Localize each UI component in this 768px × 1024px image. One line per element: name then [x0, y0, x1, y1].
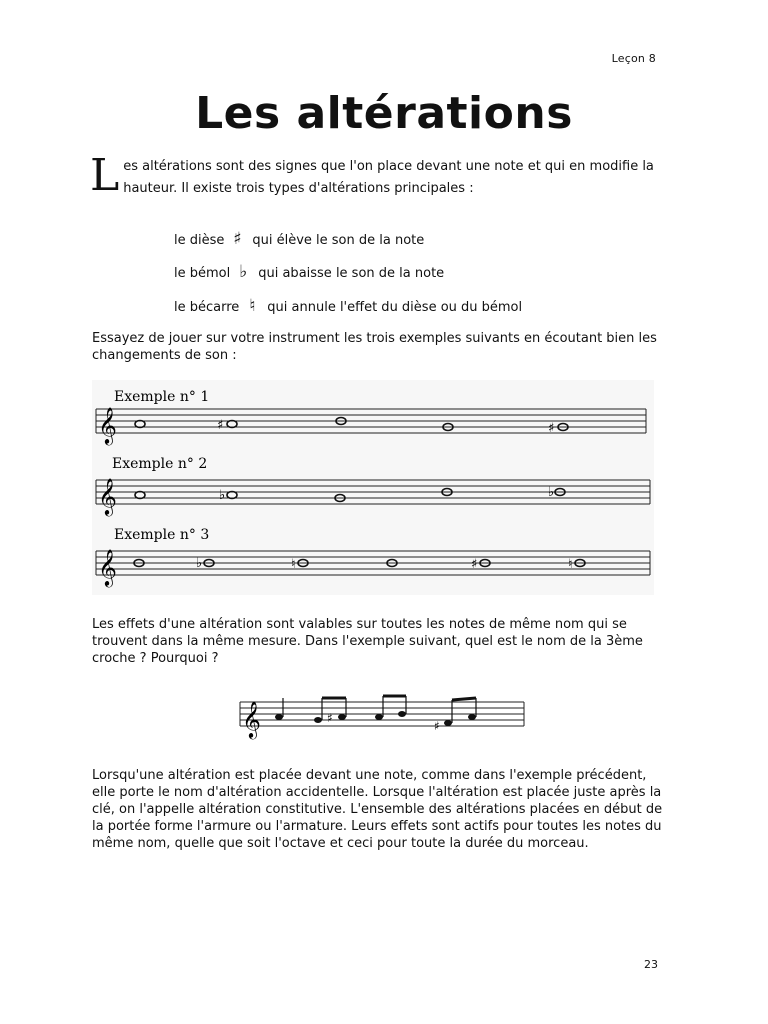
sharp-icon: ♯: [327, 711, 333, 725]
treble-clef-icon: 𝄞: [98, 477, 117, 515]
conclusion-paragraph: Lorsqu'une altération est placée devant une note, comme dans l'exemple précédent, elle porte le nom d'altération accidentelle. Lorsque l'altération est placée juste après la clé, on l'appelle altération constitutive. L'ensemble des altérations placées en début de la portée forme l'armure ou l'armature. Leurs effets sont actifs pour toutes les notes du même nom, quelle que soit l'octave et ceci pour toute la durée du morceau.: [92, 768, 663, 851]
page-number: 23: [644, 958, 658, 971]
alteration-desc: qui abaisse le son de la note: [258, 266, 445, 281]
example-label: Exemple n° 2: [112, 456, 208, 472]
natural-icon: ♮: [291, 557, 296, 572]
sharp-icon: ♯: [233, 229, 242, 249]
alteration-sharp: [174, 229, 424, 249]
natural-icon: ♮: [568, 557, 573, 572]
eighth-note: [468, 714, 476, 720]
alteration-name: le dièse: [174, 233, 225, 248]
intro-paragraph: [90, 150, 664, 201]
example-label: Exemple n° 3: [114, 527, 210, 543]
exercise-intro: Essayez de jouer sur votre instrument les trois exemples suivants en écoutant bien les changements de son :: [92, 331, 657, 363]
eighth-note: [375, 714, 383, 720]
sharp-icon: ♯: [548, 421, 555, 436]
eighth-note: [314, 717, 322, 723]
effects-paragraph: Les effets d'une altération sont valables sur toutes les notes de même nom qui se trouvent dans la même mesure. Dans l'exemple suivant, quel est le nom de la 3ème croche ? Pourquoi ?: [92, 617, 643, 666]
eighth-note: [398, 711, 406, 717]
alteration-desc: qui élève le son de la note: [252, 233, 425, 248]
treble-clef-icon: 𝄞: [242, 700, 261, 738]
intro-text: es altérations sont des signes que l'on place devant une note et qui en modifie la hauteur. Il existe trois types d'altérations principales :: [123, 159, 654, 196]
lesson-label: Leçon 8: [611, 52, 656, 65]
alteration-natural: [174, 296, 522, 316]
treble-clef-icon: 𝄞: [98, 548, 117, 586]
eighth-note: [338, 714, 346, 720]
alteration-desc: qui annule l'effet du dièse ou du bémol: [267, 300, 523, 315]
eighth-note: [444, 720, 452, 726]
alteration-name: le bémol: [174, 266, 231, 281]
sharp-icon: ♯: [434, 719, 440, 733]
treble-clef-icon: 𝄞: [98, 406, 117, 444]
music-examples: [92, 380, 654, 595]
flat-icon: ♭: [239, 262, 248, 282]
quarter-note: [275, 714, 283, 720]
flat-icon: ♭: [548, 485, 555, 500]
example-label: Exemple n° 1: [114, 389, 210, 405]
natural-icon: ♮: [249, 296, 256, 316]
flat-icon: ♭: [196, 556, 203, 571]
eighth-note-example: [238, 690, 530, 740]
sharp-icon: ♯: [471, 557, 478, 572]
alteration-name: le bécarre: [174, 300, 240, 315]
flat-icon: ♭: [219, 488, 226, 503]
sharp-icon: ♯: [217, 418, 224, 433]
dropcap: L: [90, 150, 120, 201]
alteration-flat: [174, 262, 444, 282]
page-title: Les altérations: [195, 88, 573, 139]
